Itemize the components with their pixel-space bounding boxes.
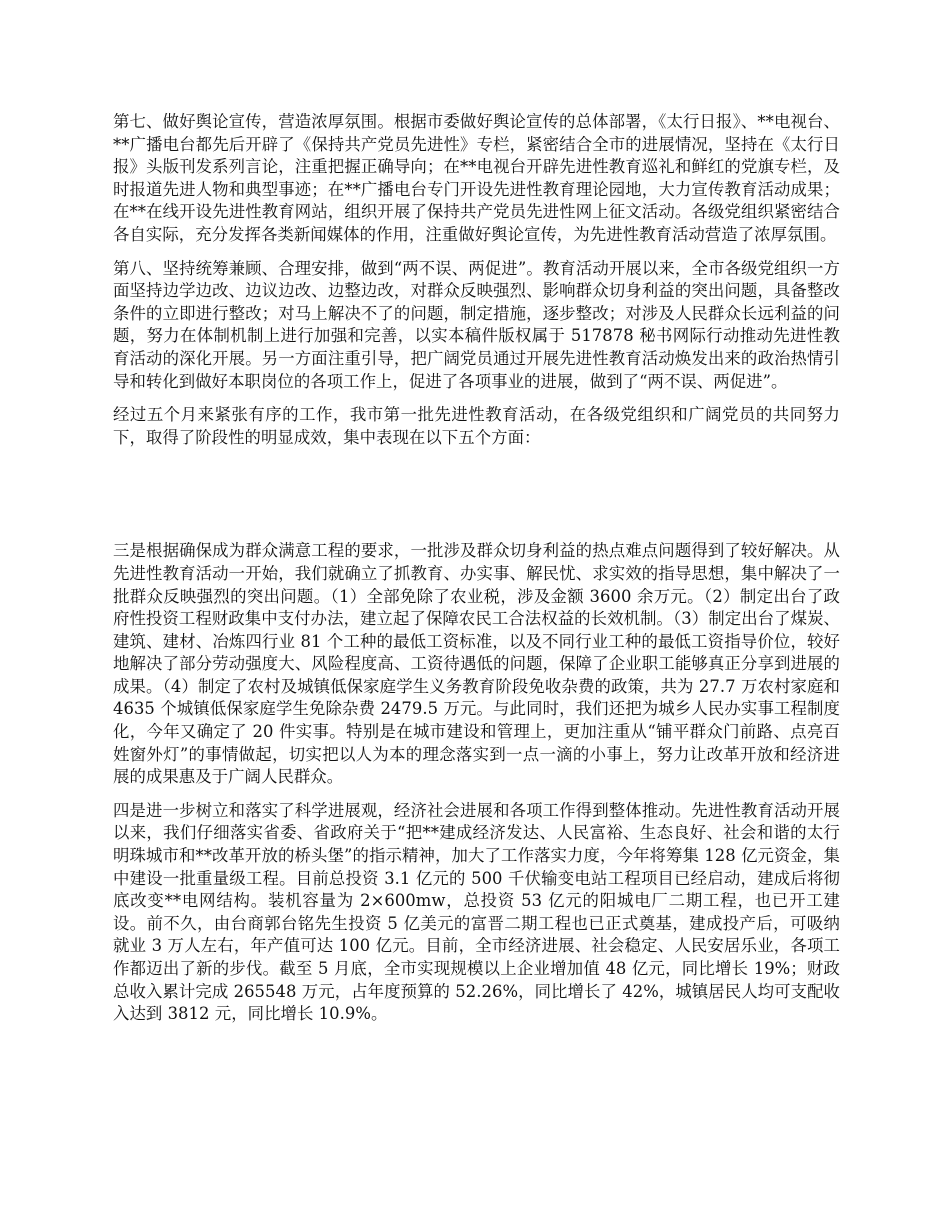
paragraph-seventh-public-opinion: 第七、做好舆论宣传，营造浓厚氛围。根据市委做好舆论宣传的总体部署，《太行日报》、**电视台、**广播电台都先后开辟了《保持共产党员先进性》专栏，紧密结合全市的进展情况，坚持在《太行日报》头版刊发系列言论，注重把握正确导向；在**电视台开辟先进性教育巡礼和鲜红的党旗专栏，及时报道先进人物和典型事迹；在**广播电台专门开设先进性教育理论园地，大力宣传教育活动成果；在**在线开设先进性教育网站，组织开展了保持共产党员先进性网上征文活动。各级党组织紧密结合各自实际，充分发挥各类新闻媒体的作用，注重做好舆论宣传，为先进性教育活动营造了浓厚氛围。 xyxy=(113,112,840,244)
paragraph-fourth-scientific-development: 四是进一步树立和落实了科学进展观，经济社会进展和各项工作得到整体推动。先进性教育活动开展以来，我们仔细落实省委、省政府关于“把**建成经济发达、人民富裕、生态良好、社会和谐的太行明珠城市和**改革开放的桥头堡”的指示精神，加大了工作落实力度，今年将筹集 128 亿元资金，集中建设一批重量级工程。目前总投资 3.1 亿元的 500 千伏输变电站工程项目已经启动，建成后将彻底改变**电网结构。装机容量为 2×600mw，总投资 53 亿元的阳城电厂二期工程，也已开工建设。前不久，由台商郭台铭先生投资 5 亿美元的富晋二期工程也已正式奠基，建成投产后，可吸纳就业 3 万人左右，年产值可达 100 亿元。目前，全市经济进展、社会稳定、人民安居乐业，各项工作都迈出了新的步伐。截至 5 月底，全市实现规模以上企业增加值 48 亿元，同比增长 19%；财政总收入累计完成 265548 万元，占年度预算的 52.26%，同比增长了 42%，城镇居民人均可支配收入达到 3812 元，同比增长 10.9%。 xyxy=(113,800,840,1024)
paragraph-third-hotspot-issues: 三是根据确保成为群众满意工程的要求，一批涉及群众切身利益的热点难点问题得到了较好解决。从先进性教育活动一开始，我们就确立了抓教育、办实事、解民忧、求实效的指导思想，集中解决了一批群众反映强烈的突出问题。（1）全部免除了农业税，涉及金额 3600 余万元。（2）制定出台了政府性投资工程财政集中支付办法，建立起了保障农民工合法权益的长效机制。（3）制定出台了煤炭、建筑、建材、冶炼四行业 81 个工种的最低工资标准，以及不同行业工种的最低工资指导价位，较好地解决了部分劳动强度大、风险程度高、工资待遇低的问题，保障了企业职工能够真正分享到进展的成果。（4）制定了农村及城镇低保家庭学生义务教育阶段免收杂费的政策，共为 27.7 万农村家庭和 4635 个城镇低保家庭学生免除杂费 2479.5 万元。与此同时，我们还把为城乡人民办实事工程制度化，今年又确定了 20 件实事。特别是在城市建设和管理上，更加注重从“铺平群众门前路、点亮百姓窗外灯”的事情做起，切实把以人为本的理念落实到一点一滴的小事上，努力让改革开放和经济进展的成果惠及于广阔人民群众。 xyxy=(113,541,840,787)
paragraph-spacer xyxy=(113,247,840,258)
blank-section-gap xyxy=(113,449,840,540)
paragraph-spacer xyxy=(113,789,840,800)
paragraph-eighth-overall-planning: 第八、坚持统筹兼顾、合理安排，做到“两不误、两促进”。教育活动开展以来，全市各级党组织一方面坚持边学边改、边议边改、边整边改，对群众反映强烈、影响群众切身利益的突出问题，具备整改条件的立即进行整改；对马上解决不了的问题，制定措施，逐步整改；对涉及人民群众长远利益的问题，努力在体制机制上进行加强和完善，以实本稿件版权属于 517878 秘书网际行动推动先进性教育活动的深化开展。另一方面注重引导，把广阔党员通过开展先进性教育活动焕发出来的政治热情引导和转化到做好本职岗位的各项工作上，促进了各项事业的进展，做到了“两不误、两促进”。 xyxy=(113,258,840,391)
paragraph-five-months-summary: 经过五个月来紧张有序的工作，我市第一批先进性教育活动，在各级党组织和广阔党员的共同努力下，取得了阶段性的明显成效，集中表现在以下五个方面： xyxy=(113,405,840,447)
paragraph-spacer xyxy=(113,393,840,404)
document-body xyxy=(113,111,840,1026)
